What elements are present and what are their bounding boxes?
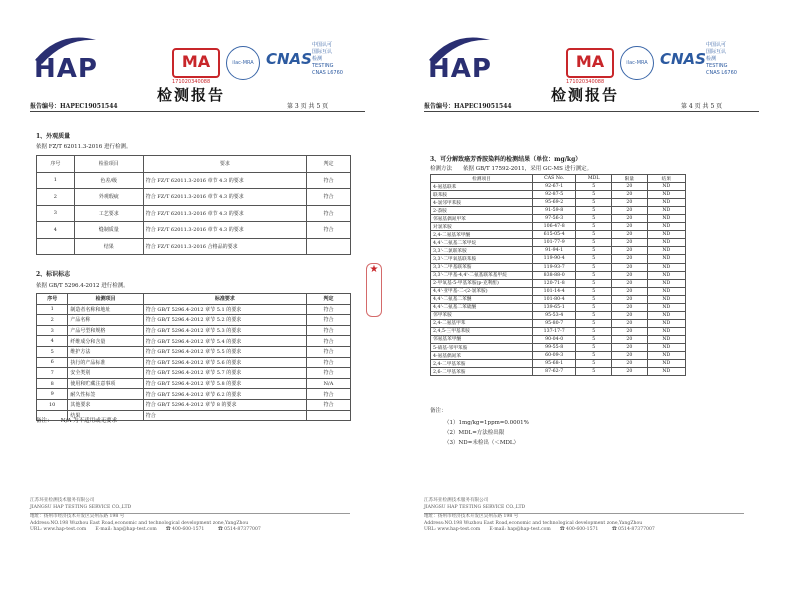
col-header: 检验项目 — [74, 156, 143, 173]
table-cell: 20 — [612, 327, 648, 335]
table-cell: 5 — [576, 327, 612, 335]
table-cell: 缝制质量 — [74, 222, 143, 239]
table-header-row — [37, 294, 351, 305]
table-cell: 结果 — [68, 410, 143, 421]
table-cell: ND — [647, 360, 685, 368]
table-cell: ND — [647, 319, 685, 327]
cnas-badge: CNAS — [660, 50, 706, 68]
table-cell: 95-80-7 — [533, 319, 576, 327]
report-number: 报告编号：HAPEC19051544 — [424, 103, 512, 110]
header-divider — [30, 111, 365, 112]
report-number: 报告编号：HAPEC19051544 — [30, 103, 118, 110]
table-cell: 20 — [612, 368, 648, 376]
footer-company: 江苏环亚检测技术服务有限公司 — [30, 498, 95, 503]
table-cell — [307, 410, 351, 421]
table-cell: 20 — [612, 303, 648, 311]
report-page-3 — [22, 18, 379, 578]
document-title: 检测报告 — [157, 86, 226, 104]
table-cell: 安全类别 — [68, 368, 143, 379]
table-row — [37, 238, 351, 255]
table-cell: 5 — [576, 343, 612, 351]
table-cell: 4,4'-二氨基二苯硫醚 — [431, 303, 533, 311]
table-cell: 1 — [37, 172, 75, 189]
table-cell: 符合 FZ/T 62011.3-2016 章节 4.3 的要求 — [143, 189, 306, 206]
table-row — [431, 327, 686, 335]
table-cell: 3,3'-二甲基-4,4'-二氨基联苯基甲烷 — [431, 271, 533, 279]
table-row — [37, 389, 351, 400]
table-cell: 90-04-0 — [533, 335, 576, 343]
table-cell: 邻氨基偶氮甲苯 — [431, 215, 533, 223]
table-cell: 5 — [576, 239, 612, 247]
table-cell: 20 — [612, 311, 648, 319]
table-cell: ND — [647, 311, 685, 319]
cert-number: 171020340088 — [172, 79, 211, 85]
table-cell: 101-14-4 — [533, 287, 576, 295]
section-1-title: 1、外观质量 — [36, 133, 71, 140]
table-cell: 7 — [37, 368, 68, 379]
table-cell: 符合 — [307, 205, 351, 222]
table-cell: ND — [647, 343, 685, 351]
table-cell: 其他要求 — [68, 399, 143, 410]
footer-company-en: JIANGSU HAP TESTING SERVICE CO.,LTD — [30, 504, 132, 510]
accreditation-text: 中国认可 国际互认 检测 TESTING CNAS L6760 — [312, 42, 343, 76]
table-row — [431, 271, 686, 279]
table-row — [431, 247, 686, 255]
table-cell: 色差/级 — [74, 172, 143, 189]
table-row — [37, 399, 351, 410]
accreditation-text: 中国认可 国际互认 检测 TESTING CNAS L6760 — [706, 42, 737, 76]
table-cell: 5 — [576, 368, 612, 376]
table-row — [431, 183, 686, 191]
table-cell: 95-69-2 — [533, 199, 576, 207]
table-body — [431, 183, 686, 376]
table-cell: 5 — [576, 215, 612, 223]
table-row — [37, 368, 351, 379]
table-cell: 符合 — [307, 346, 351, 357]
cnas-badge: CNAS — [266, 50, 312, 68]
table-cell: ND — [647, 335, 685, 343]
footer-contact: URL: www.hap-test.com E-mail: hap@hap-test.com ☎ 400-600-1571 ☎ 0514-87377007 — [424, 527, 655, 532]
table-cell: 20 — [612, 352, 648, 360]
table-cell: ND — [647, 199, 685, 207]
table-row — [431, 295, 686, 303]
col-header: 要求 — [143, 156, 306, 173]
table-cell: 联苯胺 — [431, 191, 533, 199]
table-row — [431, 368, 686, 376]
table-cell: 20 — [612, 360, 648, 368]
table-cell — [307, 238, 351, 255]
footer-address: 地址：扬州市经济技术开发区吴州东路 198 号 — [424, 514, 519, 519]
table-cell: 9 — [37, 389, 68, 400]
table-row — [431, 255, 686, 263]
table-cell: 60-09-3 — [533, 352, 576, 360]
header-divider — [424, 111, 759, 112]
table-cell: 92-87-5 — [533, 191, 576, 199]
hap-logo-text: HAP — [428, 54, 492, 84]
remark-line: （2）MDL=方法检出限 — [444, 430, 505, 436]
table-cell: ND — [647, 215, 685, 223]
remark-line: （3）ND=未检出（＜MDL） — [444, 440, 520, 446]
table-cell: 2 — [37, 189, 75, 206]
table-cell: 5 — [576, 271, 612, 279]
table-cell: 20 — [612, 239, 648, 247]
table-cell: ND — [647, 287, 685, 295]
table-body — [37, 304, 351, 421]
table-row — [431, 319, 686, 327]
table-cell: ND — [647, 263, 685, 271]
table-cell: 4,4'-二氨基二苯甲烷 — [431, 239, 533, 247]
remark: 备注： N/A 为不适用或无要求 — [36, 418, 118, 424]
table-row — [431, 215, 686, 223]
aromatic-amine-table — [430, 174, 686, 376]
table-cell: ND — [647, 303, 685, 311]
table-cell: 1 — [37, 304, 68, 315]
col-header: 判定 — [307, 156, 351, 173]
table-cell: 20 — [612, 215, 648, 223]
table-cell: 邻氨基苯甲醚 — [431, 335, 533, 343]
table-cell: 符合 — [307, 172, 351, 189]
table-row — [431, 263, 686, 271]
table-cell: 2,4-二甲基苯胺 — [431, 360, 533, 368]
col-header: 检测项目 — [431, 175, 533, 183]
table-cell: 符合 GB/T 5296.4-2012 章节 5.3 的要求 — [143, 325, 306, 336]
table-cell: 外观瑕疵 — [74, 189, 143, 206]
table-row — [431, 303, 686, 311]
table-cell: 20 — [612, 279, 648, 287]
appearance-quality-table — [36, 155, 351, 255]
table-cell: 120-71-8 — [533, 279, 576, 287]
table-row — [431, 287, 686, 295]
seam-stamp — [366, 263, 382, 317]
table-cell: 139-65-1 — [533, 303, 576, 311]
table-cell: 91-59-8 — [533, 207, 576, 215]
table-cell: 20 — [612, 207, 648, 215]
table-cell: 产品名称 — [68, 315, 143, 326]
table-row — [431, 239, 686, 247]
table-cell: 符合 GB/T 5296.4-2012 章节 5.6 的要求 — [143, 357, 306, 368]
table-row — [37, 315, 351, 326]
table-row — [431, 231, 686, 239]
table-cell: 5-硝基-邻甲苯胺 — [431, 343, 533, 351]
table-cell: 符合 FZ/T 62011.3-2016 章节 4.3 的要求 — [143, 205, 306, 222]
table-cell: 2,6-二甲基苯胺 — [431, 368, 533, 376]
table-cell: 2,4-二氨基甲苯 — [431, 319, 533, 327]
table-cell: 5 — [576, 352, 612, 360]
table-cell: 符合 GB/T 5296.4-2012 章节 5.4 的要求 — [143, 336, 306, 347]
table-cell: 耐久性标签 — [68, 389, 143, 400]
table-cell: 20 — [612, 191, 648, 199]
cert-number: 171020340088 — [566, 79, 605, 85]
table-row — [431, 343, 686, 351]
table-cell: 5 — [576, 231, 612, 239]
table-cell: 制造者名称和地址 — [68, 304, 143, 315]
table-row — [431, 199, 686, 207]
table-cell: 4,4'-二氨基二苯醚 — [431, 295, 533, 303]
table-cell: 5 — [576, 311, 612, 319]
table-cell: 5 — [576, 335, 612, 343]
col-header: CAS No. — [533, 175, 576, 183]
table-cell: 87-62-7 — [533, 368, 576, 376]
table-row — [37, 357, 351, 368]
table-cell: 对氯苯胺 — [431, 223, 533, 231]
document-title: 检测报告 — [551, 86, 620, 104]
table-cell: 20 — [612, 263, 648, 271]
table-cell: 符合 GB/T 5296.4-2012 章节 8 的要求 — [143, 399, 306, 410]
table-cell: 20 — [612, 199, 648, 207]
table-cell: 4 — [37, 336, 68, 347]
table-cell: 符合 FZ/T 62011.3-2016 章节 4.3 的要求 — [143, 222, 306, 239]
table-cell: ND — [647, 231, 685, 239]
table-cell: 92-67-1 — [533, 183, 576, 191]
table-cell: 20 — [612, 183, 648, 191]
table-cell: 2-萘胺 — [431, 207, 533, 215]
table-cell: 2 — [37, 315, 68, 326]
table-cell: 符合 FZ/T 62011.3-2016 章节 4.3 的要求 — [143, 172, 306, 189]
col-header: MDL — [576, 175, 612, 183]
table-cell: ND — [647, 207, 685, 215]
section-3-title: 3、可分解致癌芳香胺染料的检测结果（单位：mg/kg） — [430, 156, 582, 163]
table-row — [37, 205, 351, 222]
labeling-table — [36, 293, 351, 421]
table-cell: ND — [647, 255, 685, 263]
table-cell: 101-80-4 — [533, 295, 576, 303]
table-cell: 3 — [37, 325, 68, 336]
table-cell: 符合 — [307, 368, 351, 379]
table-cell: 8 — [37, 378, 68, 389]
table-cell: 2,4-二氨基苯甲醚 — [431, 231, 533, 239]
col-header: 结果 — [647, 175, 685, 183]
table-cell: 615-05-4 — [533, 231, 576, 239]
table-cell: 5 — [576, 279, 612, 287]
footer-address-en: Address:NO.198 Wuzhou East Road,economic and technological development zone,YangZhou — [424, 520, 643, 526]
col-header: 判定 — [307, 294, 351, 305]
table-cell: 6 — [37, 357, 68, 368]
table-cell: 20 — [612, 231, 648, 239]
page-number: 第 4 页 共 5 页 — [681, 103, 723, 110]
table-cell: 5 — [576, 223, 612, 231]
table-cell: 5 — [576, 263, 612, 271]
table-cell: 4 — [37, 222, 75, 239]
table-row — [37, 304, 351, 315]
report-page-4 — [416, 18, 768, 578]
table-cell: 4,4'-亚甲基-二-(2-氯苯胺) — [431, 287, 533, 295]
col-header: 检测项目 — [68, 294, 143, 305]
table-cell: 3 — [37, 205, 75, 222]
table-cell: 符合 GB/T 5296.4-2012 章节 5.8 的要求 — [143, 378, 306, 389]
table-cell: 使用和贮藏注意事项 — [68, 378, 143, 389]
table-cell: 119-93-7 — [533, 263, 576, 271]
table-cell: 4-氨基偶氮苯 — [431, 352, 533, 360]
table-cell: 符合 — [307, 336, 351, 347]
table-cell: 5 — [576, 255, 612, 263]
hap-logo-text: HAP — [34, 54, 98, 84]
table-cell: 101-77-9 — [533, 239, 576, 247]
table-cell: 符合 — [307, 357, 351, 368]
table-cell: 20 — [612, 319, 648, 327]
company-footer — [424, 498, 744, 534]
table-row — [431, 207, 686, 215]
cma-seal: MA — [172, 48, 220, 78]
table-cell: 95-68-1 — [533, 360, 576, 368]
stamp-star-icon: ★ — [369, 264, 379, 275]
table-row — [431, 223, 686, 231]
table-cell: 5 — [576, 303, 612, 311]
remark-line: （1）1mg/kg=1ppm=0.0001% — [444, 420, 529, 426]
footer-company: 江苏环亚检测技术服务有限公司 — [424, 498, 489, 503]
table-cell: 邻甲苯胺 — [431, 311, 533, 319]
table-row — [431, 279, 686, 287]
table-cell: 4-氨基联苯 — [431, 183, 533, 191]
ilac-mra-badge: ilac-MRA — [226, 46, 260, 80]
col-header: 序号 — [37, 156, 75, 173]
table-cell: 5 — [576, 360, 612, 368]
table-cell: 执行的产品标准 — [68, 357, 143, 368]
table-row — [37, 189, 351, 206]
table-row — [37, 222, 351, 239]
footer-company-en: JIANGSU HAP TESTING SERVICE CO.,LTD — [424, 504, 526, 510]
table-cell: 137-17-7 — [533, 327, 576, 335]
table-row — [431, 335, 686, 343]
section-1-note: 依据 FZ/T 62011.3-2016 进行检测。 — [36, 144, 132, 150]
table-cell: 20 — [612, 247, 648, 255]
company-footer — [30, 498, 350, 534]
table-cell: 5 — [37, 346, 68, 357]
table-cell: 97-56-3 — [533, 215, 576, 223]
table-cell: 4-氯邻甲苯胺 — [431, 199, 533, 207]
table-cell: 纤维成分和含量 — [68, 336, 143, 347]
table-row — [37, 378, 351, 389]
table-cell: 符合 GB/T 5296.4-2012 章节 5.7 的要求 — [143, 368, 306, 379]
table-cell: 符合 GB/T 5296.4-2012 章节 5.2 的要求 — [143, 315, 306, 326]
table-cell: 5 — [576, 199, 612, 207]
table-cell: 符合 — [307, 222, 351, 239]
table-cell: 符合 — [307, 389, 351, 400]
table-cell: 符合 — [307, 325, 351, 336]
ilac-mra-badge: ilac-MRA — [620, 46, 654, 80]
table-cell: N/A — [307, 378, 351, 389]
remark-title: 备注： — [430, 408, 447, 414]
table-cell: 5 — [576, 295, 612, 303]
table-cell: 符合 GB/T 5296.4-2012 章节 6.2 的要求 — [143, 389, 306, 400]
table-cell: 5 — [576, 207, 612, 215]
table-cell: 2,4,5-三甲基苯胺 — [431, 327, 533, 335]
table-cell: 20 — [612, 287, 648, 295]
table-cell: 20 — [612, 255, 648, 263]
table-row — [431, 352, 686, 360]
table-row — [37, 336, 351, 347]
table-cell: 符合 GB/T 5296.4-2012 章节 5.5 的要求 — [143, 346, 306, 357]
table-body — [37, 172, 351, 255]
table-row — [431, 360, 686, 368]
table-cell: 产品号型和规格 — [68, 325, 143, 336]
table-cell: 5 — [576, 287, 612, 295]
table-row — [431, 191, 686, 199]
table-cell: 106-47-8 — [533, 223, 576, 231]
table-row — [431, 311, 686, 319]
table-cell: 119-90-4 — [533, 255, 576, 263]
table-cell: 符合 — [307, 189, 351, 206]
table-cell: 工艺要求 — [74, 205, 143, 222]
table-cell: ND — [647, 352, 685, 360]
table-cell: 符合 — [307, 304, 351, 315]
table-cell: 符合 GB/T 5296.4-2012 章节 5.1 的要求 — [143, 304, 306, 315]
table-cell: 95-53-4 — [533, 311, 576, 319]
table-row — [37, 325, 351, 336]
table-cell: 5 — [576, 247, 612, 255]
footer-address-en: Address:NO.198 Wuzhou East Road,economic and technological development zone,YangZhou — [30, 520, 249, 526]
table-cell: 838-88-0 — [533, 271, 576, 279]
table-cell: ND — [647, 327, 685, 335]
table-cell: ND — [647, 295, 685, 303]
table-cell: 2-甲氧基-5-甲基苯胺(p-克利酊) — [431, 279, 533, 287]
col-header: 标准要求 — [143, 294, 306, 305]
footer-address: 地址：扬州市经济技术开发区吴州东路 198 号 — [30, 514, 125, 519]
table-cell: 20 — [612, 295, 648, 303]
table-cell: ND — [647, 271, 685, 279]
col-header: 限量 — [612, 175, 648, 183]
col-header: 序号 — [37, 294, 68, 305]
section-3-note: 检测方法 依据 GB/T 17592-2011，采用 GC-MS 进行测定。 — [430, 166, 593, 172]
table-cell: ND — [647, 239, 685, 247]
table-cell: 结果 — [74, 238, 143, 255]
table-cell: 3,3'-二氯联苯胺 — [431, 247, 533, 255]
cma-seal: MA — [566, 48, 614, 78]
table-cell: 符合 FZ/T 62011.3-2016 合格品的要求 — [143, 238, 306, 255]
footer-contact: URL: www.hap-test.com E-mail: hap@hap-test.com ☎ 400-600-1571 ☎ 0514-87377007 — [30, 527, 261, 532]
table-cell — [37, 238, 75, 255]
table-cell: 符合 — [307, 315, 351, 326]
table-cell: 3,3'-二甲氧基联苯胺 — [431, 255, 533, 263]
table-header-row — [37, 156, 351, 173]
table-row — [37, 172, 351, 189]
table-cell: 维护方法 — [68, 346, 143, 357]
table-cell: 20 — [612, 271, 648, 279]
page-number: 第 3 页 共 5 页 — [287, 103, 329, 110]
table-cell: 5 — [576, 319, 612, 327]
table-cell: 5 — [576, 183, 612, 191]
table-cell: ND — [647, 368, 685, 376]
table-row — [37, 346, 351, 357]
table-cell: ND — [647, 247, 685, 255]
table-cell: 符合 — [143, 410, 306, 421]
table-cell: ND — [647, 183, 685, 191]
table-cell: 5 — [576, 191, 612, 199]
table-cell: 20 — [612, 223, 648, 231]
table-cell: 20 — [612, 335, 648, 343]
table-cell: 20 — [612, 343, 648, 351]
table-cell: ND — [647, 191, 685, 199]
table-cell: 99-55-8 — [533, 343, 576, 351]
table-cell: 符合 — [307, 399, 351, 410]
table-cell: 3,3'-二甲基联苯胺 — [431, 263, 533, 271]
section-2-note: 依据 GB/T 5296.4-2012 进行检测。 — [36, 283, 129, 289]
table-cell: 91-94-1 — [533, 247, 576, 255]
table-header-row — [431, 175, 686, 183]
table-cell: ND — [647, 223, 685, 231]
table-cell: 10 — [37, 399, 68, 410]
table-cell: ND — [647, 279, 685, 287]
section-2-title: 2、标识标志 — [36, 271, 71, 278]
